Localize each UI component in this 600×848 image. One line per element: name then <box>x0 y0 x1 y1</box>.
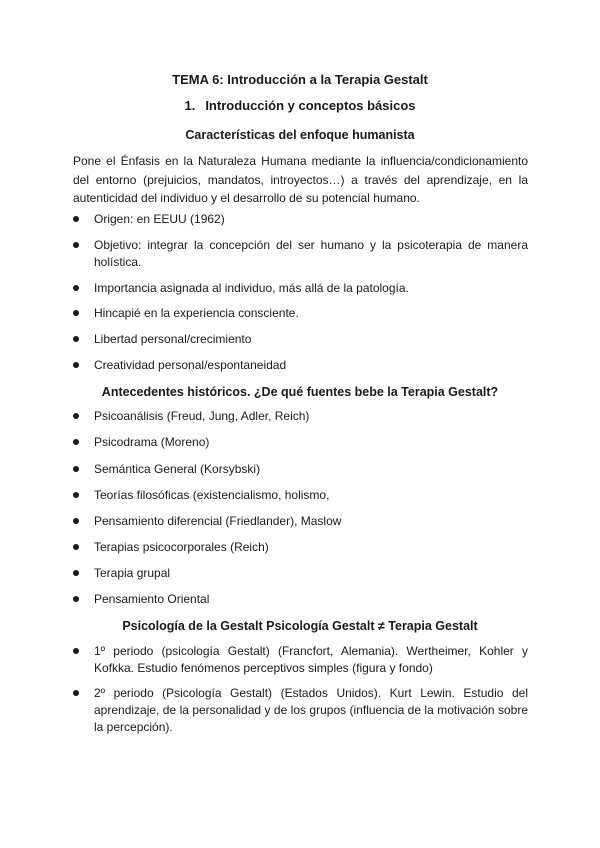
bullet-icon <box>73 690 79 696</box>
list-item-text: Teorías filosóficas (existencialismo, holismo, <box>94 488 330 502</box>
list-item <box>73 280 528 297</box>
list-item <box>73 331 528 348</box>
section-title <box>0 98 600 114</box>
list-item <box>73 685 528 736</box>
bullet-icon <box>73 466 79 472</box>
bullet-icon <box>73 544 79 550</box>
list-item <box>73 643 528 677</box>
list-item-text: 1º periodo (psicología Gestalt) (Francfort, Alemania). Wertheimer, Kohler y Kofkka. Estudio fenómenos perceptivos simples (figura y fondo) <box>94 644 528 675</box>
list-item <box>73 211 528 228</box>
bullet-icon <box>73 439 79 445</box>
heading-humanist-approach: Características del enfoque humanista <box>185 128 415 142</box>
list-item-text: 2º periodo (Psicología Gestalt) (Estados Unidos). Kurt Lewin. Estudio del aprendizaje, de la personalidad y de los grupos (influencia de la motivación sobre la percepción). <box>94 686 528 734</box>
bullet-icon <box>73 518 79 524</box>
list-item-text: Importancia asignada al individuo, más allá de la patología. <box>94 281 409 295</box>
section-number: 1. <box>184 98 196 113</box>
bullet-icon <box>73 492 79 498</box>
document-title: TEMA 6: Introducción a la Terapia Gestalt <box>172 72 428 87</box>
bullet-icon <box>73 336 79 342</box>
list-item-text: Objetivo: integrar la concepción del ser humano y la psicoterapia de manera holística. <box>94 238 528 269</box>
list-item <box>73 487 528 504</box>
list-item <box>73 461 528 478</box>
bullet-icon <box>73 596 79 602</box>
section-title-text: Introducción y conceptos básicos <box>205 98 416 113</box>
list-item-text: Terapias psicocorporales (Reich) <box>94 540 269 554</box>
list-item <box>73 357 528 374</box>
bullet-icon <box>73 570 79 576</box>
list-item-text: Terapia grupal <box>94 566 171 580</box>
list-item-text: Psicoanálisis (Freud, Jung, Adler, Reich) <box>94 409 310 423</box>
list-item <box>73 565 528 582</box>
list-item <box>73 591 528 608</box>
list-item-text: Pensamiento Oriental <box>94 592 210 606</box>
list-item-text: Origen: en EEUU (1962) <box>94 212 225 226</box>
bullet-icon <box>73 648 79 654</box>
list-item <box>73 434 528 451</box>
list-item <box>73 408 528 425</box>
bullet-icon <box>73 362 79 368</box>
bullet-icon <box>73 310 79 316</box>
bullet-icon <box>73 285 79 291</box>
list-item <box>73 513 528 530</box>
list-item-text: Hincapié en la experiencia consciente. <box>94 306 299 320</box>
bullet-icon <box>73 413 79 419</box>
list-item-text: Pensamiento diferencial (Friedlander), Maslow <box>94 514 342 528</box>
bullet-icon <box>73 216 79 222</box>
list-item <box>73 305 528 322</box>
intro-paragraph: Pone el Énfasis en la Naturaleza Humana mediante la influencia/condicionamiento del entorno (prejuicios, mandatos, introyectos…) a través del aprendizaje, en la autenticidad del individuo y el desarrollo de su potencial humano. <box>73 154 528 205</box>
heading-gestalt-psychology: Psicología de la Gestalt Psicología Gestalt ≠ Terapia Gestalt <box>122 619 478 633</box>
list-item <box>73 237 528 271</box>
list-item <box>73 539 528 556</box>
list-item-text: Libertad personal/crecimiento <box>94 332 252 346</box>
list-item-text: Psicodrama (Moreno) <box>94 435 210 449</box>
list-item-text: Semántica General (Korsybski) <box>94 462 261 476</box>
bullet-icon <box>73 242 79 248</box>
heading-historical-background: Antecedentes históricos. ¿De qué fuentes bebe la Terapia Gestalt? <box>101 385 499 399</box>
list-item-text: Creatividad personal/espontaneidad <box>94 358 287 372</box>
